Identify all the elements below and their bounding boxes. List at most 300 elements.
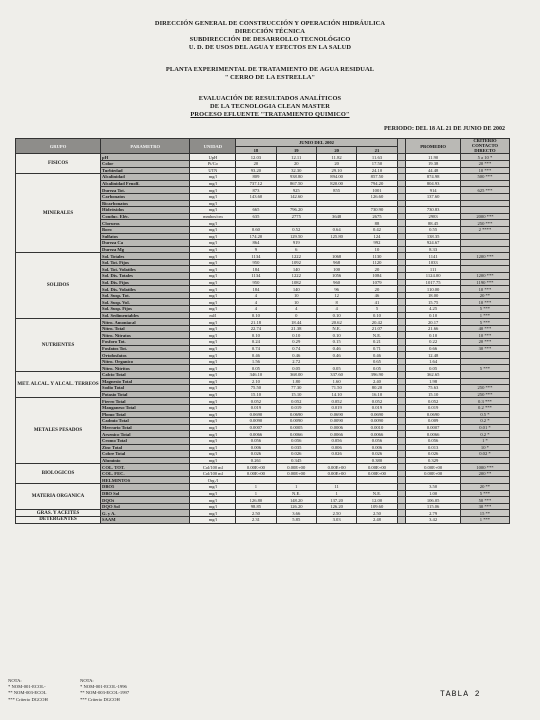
day-value-cell: 0.15 (316, 339, 356, 346)
criterion-cell (460, 180, 509, 187)
day-value-cell: 93.20 (236, 167, 276, 174)
day-value-cell (276, 200, 316, 207)
day-value-cell: 2.31 (236, 517, 276, 524)
group-cell: SOLIDOS (16, 253, 101, 319)
param-cell: Nitro. Nitratos (101, 332, 190, 339)
unit-cell: mg/l (190, 306, 236, 313)
unit-cell: mg/l (190, 490, 236, 497)
spacer (397, 286, 406, 293)
header-evaluation (0, 95, 540, 119)
average-cell: 2.79 (406, 510, 461, 517)
criterion-cell: 20 ** (460, 484, 509, 491)
header-line: PLANTA EXPERIMENTAL DE TRATAMIENTO DE AGUA RESIDUAL (165, 66, 375, 73)
spacer (397, 160, 406, 167)
day-value-cell: 919 (276, 240, 316, 247)
notes-section (8, 678, 130, 703)
average-cell: 115.06 (406, 503, 461, 510)
criterion-cell: 500 *** (460, 174, 509, 181)
average-cell: 21.66 (406, 325, 461, 332)
param-cell: Ortofosfatos (101, 352, 190, 359)
criterion-cell: 50 *** (460, 497, 509, 504)
note-line: * NOM-001-ECOL- (8, 684, 46, 690)
day-value-cell: 857.50 (357, 174, 397, 181)
col-header-criterio: CRITERIO CONTACTO DIRECTO (460, 139, 509, 154)
criterion-cell: 200 ** (460, 470, 509, 477)
unit-cell: mg/l (190, 411, 236, 418)
day-value-cell: 0.10 (236, 332, 276, 339)
group-cell: MINERALES (16, 174, 101, 253)
average-cell: 0.009 (406, 418, 461, 425)
criterion-cell: 1200 *** (460, 273, 509, 280)
unit-cell: mg/l (190, 484, 236, 491)
header-institution (0, 20, 540, 52)
param-cell: Fierro Total (101, 398, 190, 405)
day-value-cell: 4 (316, 306, 356, 313)
spacer (397, 378, 406, 385)
average-cell (406, 200, 461, 207)
day-value-cell: 0.006 (357, 444, 397, 451)
average-cell: 18.00 (406, 292, 461, 299)
average-cell: 0.056 (406, 437, 461, 444)
unit-cell: mg/l (190, 444, 236, 451)
day-value-cell: 0.00E+00 (276, 464, 316, 471)
param-cell: Aluminio (101, 457, 190, 464)
day-value-cell: 950 (236, 279, 276, 286)
day-value-cell (316, 240, 356, 247)
spacer (397, 391, 406, 398)
day-value-cell: 75.50 (236, 385, 276, 392)
day-value-cell: 1 (236, 484, 276, 491)
day-value-cell: 0.21 (357, 339, 397, 346)
spacer (397, 207, 406, 214)
unit-cell: Pt/Co (190, 160, 236, 167)
day-value-cell: 20 (276, 160, 316, 167)
param-cell: DQOt (101, 497, 190, 504)
criterion-cell: 30 *** (460, 345, 509, 352)
results-table-body (16, 154, 510, 523)
spacer (397, 437, 406, 444)
spacer (397, 306, 406, 313)
day-value-cell: 15.10 (236, 391, 276, 398)
day-value-cell: 8 (316, 299, 356, 306)
average-cell: 106.05 (406, 497, 461, 504)
day-value-cell: 0.00E+00 (236, 464, 276, 471)
criterion-cell (460, 266, 509, 273)
average-cell: 3.50 (406, 484, 461, 491)
group-cell: GRAS. Y ACEITES (16, 510, 101, 517)
average-cell: 15.10 (406, 391, 461, 398)
param-cell: Sodio Total (101, 385, 190, 392)
average-cell: 914 (406, 187, 461, 194)
average-cell: 1017.75 (406, 279, 461, 286)
day-value-cell: 2.50 (236, 510, 276, 517)
criterion-cell: 5 *** (460, 306, 509, 313)
unit-cell: mg/l (190, 193, 236, 200)
unit-cell: mg/l (190, 431, 236, 438)
day-value-cell: 4 (236, 299, 276, 306)
group-cell: MET. ALCAL. Y ALCAL. TERREOS (16, 371, 101, 397)
day-value-cell (316, 207, 356, 214)
day-value-cell: 9 (236, 246, 276, 253)
criterion-cell: 5 *** (460, 490, 509, 497)
average-cell: 11.90 (406, 154, 461, 161)
day-value-cell: 730.90 (357, 207, 397, 214)
param-cell: DBO5 (101, 484, 190, 491)
day-value-cell: 0.46 (357, 352, 397, 359)
spacer (397, 470, 406, 477)
day-value-cell: 0.71 (357, 345, 397, 352)
average-cell: 110.00 (406, 286, 461, 293)
day-value-cell: 894.00 (316, 174, 356, 181)
day-value-cell: 125.80 (316, 233, 356, 240)
criterion-cell: 0.3 *** (460, 398, 509, 405)
day-value-cell: 80.20 (357, 385, 397, 392)
day-value-cell: 2675 (357, 213, 397, 220)
day-value-cell: 925 (276, 187, 316, 194)
unit-cell: mg/l (190, 319, 236, 326)
spacer (397, 253, 406, 260)
unit-cell: mg/l (190, 174, 236, 181)
criterion-cell: 250 *** (460, 220, 509, 227)
day-value-cell: 14.10 (316, 391, 356, 398)
spacer (397, 418, 406, 425)
spacer (397, 279, 406, 286)
day-value-cell (357, 477, 397, 484)
criterion-cell: 20 *** (460, 160, 509, 167)
note-line: * NOM-001-ECOL-1996 (80, 684, 127, 690)
day-value-cell: 0.056 (357, 437, 397, 444)
criterion-cell (460, 246, 509, 253)
param-cell: Mercurio Total (101, 424, 190, 431)
day-value-cell: 174.20 (236, 233, 276, 240)
param-cell: Sol. Susp. Vol. (101, 299, 190, 306)
day-value-cell: 1.80 (276, 378, 316, 385)
param-cell: Turbiedad (101, 167, 190, 174)
unit-cell: mmhos/cm (190, 213, 236, 220)
spacer (397, 477, 406, 484)
day-value-cell: 148.20 (276, 497, 316, 504)
col-header-promedio: PROMEDIO (406, 139, 461, 154)
day-value-cell: 1084 (357, 273, 397, 280)
average-cell: 111 (406, 266, 461, 273)
average-cell: 88.45 (406, 220, 461, 227)
unit-cell: Col/100 ml (190, 470, 236, 477)
day-value-cell: 11.63 (357, 154, 397, 161)
header-plant (0, 66, 540, 82)
day-value-cell: 2.10 (236, 378, 276, 385)
average-cell: 0.00E+00 (406, 470, 461, 477)
criterion-cell: 5 a 10 * (460, 154, 509, 161)
day-value-cell: 4 (236, 306, 276, 313)
param-cell: Nitro. Amoniacal (101, 319, 190, 326)
day-value-cell: 0.056 (316, 437, 356, 444)
average-cell: 0.00E+00 (406, 464, 461, 471)
day-value-cell: 184 (236, 266, 276, 273)
day-value-cell: 0.52 (276, 226, 316, 233)
spacer (397, 510, 406, 517)
day-value-cell: 12.03 (236, 154, 276, 161)
criterion-cell: 10 *** (460, 167, 509, 174)
spacer (397, 312, 406, 319)
param-cell: Fosfatos Tot. (101, 345, 190, 352)
day-value-cell: 20.62 (316, 319, 356, 326)
day-value-cell: 0.0066 (357, 431, 397, 438)
param-cell: Sol. Sedimentables (101, 312, 190, 319)
unit-cell: UTN (190, 167, 236, 174)
param-cell: Arsenico Total (101, 431, 190, 438)
spacer (397, 358, 406, 365)
day-value-cell: N.E. (357, 490, 397, 497)
day-value-cell: N.E. (276, 490, 316, 497)
spacer (397, 503, 406, 510)
unit-cell: mg/l (190, 339, 236, 346)
param-cell: Dureza Tot. (101, 187, 190, 194)
average-cell: 0.0690 (406, 411, 461, 418)
average-cell: 3.42 (406, 517, 461, 524)
param-cell: Cadmio Total (101, 418, 190, 425)
spacer (397, 339, 406, 346)
day-value-cell: 0.0690 (316, 411, 356, 418)
spacer (397, 431, 406, 438)
day-value-cell: 0.00E+00 (316, 470, 356, 477)
unit-cell: mg/l (190, 292, 236, 299)
day-value-cell: 0.0690 (276, 411, 316, 418)
results-table (15, 138, 510, 524)
period-label: PERIODO: DEL 18 AL 21 DE JUNIO DE 2002 (383, 126, 505, 132)
day-value-cell: 140 (276, 266, 316, 273)
param-cell: Hidróxidos (101, 207, 190, 214)
criterion-cell (460, 358, 509, 365)
param-cell: Sol. Susp. Fijos (101, 306, 190, 313)
spacer (397, 332, 406, 339)
day-value-cell (316, 193, 356, 200)
results-table-wrapper (15, 138, 510, 524)
spacer (397, 444, 406, 451)
average-cell: 0.329 (406, 457, 461, 464)
day-value-cell (316, 358, 356, 365)
param-cell: Sol. Dis. Totales (101, 273, 190, 280)
day-value-cell (316, 200, 356, 207)
col-header-parametro: PARAMETRO (101, 139, 190, 154)
criterion-cell: 1200 *** (460, 253, 509, 260)
day-value-cell: 796.20 (276, 207, 316, 214)
param-cell: Sulfatos (101, 233, 190, 240)
day-value-cell: 20 (357, 286, 397, 293)
table-row (16, 319, 510, 326)
unit-cell: mg/l (190, 378, 236, 385)
spacer (397, 404, 406, 411)
day-value-cell: 184 (236, 286, 276, 293)
day-value-cell: 0.006 (236, 444, 276, 451)
average-cell: 1.64 (406, 358, 461, 365)
day-value-cell: 96 (316, 286, 356, 293)
header-line: U. D. DE USOS DEL AGUA Y EFECTOS EN LA SALUD (188, 44, 352, 51)
unit-cell: mg/l (190, 226, 236, 233)
spacer (397, 517, 406, 524)
day-value-cell: 0.0066 (276, 431, 316, 438)
spacer (397, 246, 406, 253)
criterion-cell (460, 193, 509, 200)
param-cell: Conduc. Eléc. (101, 213, 190, 220)
day-value-cell: 1079 (357, 279, 397, 286)
table-row (16, 464, 510, 471)
unit-cell: mg/l (190, 253, 236, 260)
param-cell: Dureza Mg (101, 246, 190, 253)
criterion-cell: 10 *** (460, 299, 509, 306)
day-value-cell (316, 220, 356, 227)
header-line: " CERRO DE LA ESTRELLA" (224, 74, 316, 81)
day-value-cell: 6 (276, 246, 316, 253)
unit-cell: mg/l (190, 391, 236, 398)
day-value-cell: 0.052 (276, 398, 316, 405)
day-value-cell (236, 200, 276, 207)
param-cell: Fosforo Tot. (101, 339, 190, 346)
spacer (397, 497, 406, 504)
day-value-cell: 0.10 (316, 312, 356, 319)
table-row (16, 398, 510, 405)
criterion-cell: 250 *** (460, 391, 509, 398)
day-value-cell: 992 (357, 240, 397, 247)
unit-cell: Col/100 ml (190, 464, 236, 471)
spacer (397, 464, 406, 471)
day-value-cell: N.E. (316, 325, 356, 332)
spacer (397, 398, 406, 405)
day-value-cell: 0.00E+00 (357, 470, 397, 477)
day-value-cell: 20 (236, 160, 276, 167)
criterion-cell (460, 240, 509, 247)
spacer (397, 352, 406, 359)
spacer (397, 371, 406, 378)
group-cell: NUTRIENTES (16, 319, 101, 372)
criterion-cell: 15 ** (460, 510, 509, 517)
day-value-cell: 46 (357, 292, 397, 299)
average-cell: 138.35 (406, 233, 461, 240)
day-value-cell: 794.20 (357, 180, 397, 187)
average-cell (406, 477, 461, 484)
spacer (397, 193, 406, 200)
param-cell: SAAM (101, 517, 190, 524)
criterion-cell: 5 *** (460, 319, 509, 326)
criterion-cell: 1190 *** (460, 279, 509, 286)
unit-cell: mg/l (190, 259, 236, 266)
day-value-cell: 126.60 (357, 193, 397, 200)
criterion-cell: 0.2 * (460, 431, 509, 438)
day-value-cell: 873 (236, 187, 276, 194)
day-value-cell: 1 (236, 490, 276, 497)
spacer (397, 345, 406, 352)
average-cell: 804.93 (406, 180, 461, 187)
notes-column-right (80, 678, 129, 703)
param-cell: Cloruros (101, 220, 190, 227)
day-value-cell: 0.052 (357, 398, 397, 405)
day-value-cell: 2.48 (357, 517, 397, 524)
group-cell: MATERIA ORGANICA (16, 484, 101, 510)
day-value-cell: 5 (357, 306, 397, 313)
day-value-cell: 21.18 (236, 319, 276, 326)
criterion-cell: 1 *** (460, 312, 509, 319)
day-value-cell: 20 (316, 160, 356, 167)
unit-cell: mg/l (190, 424, 236, 431)
unit-cell: mg/l (190, 457, 236, 464)
day-value-cell: 20.42 (357, 319, 397, 326)
day-value-cell (276, 477, 316, 484)
unit-cell: mg/l (190, 510, 236, 517)
param-cell: Sol. Tot. Fijos (101, 259, 190, 266)
day-value-cell: 0.24 (236, 339, 276, 346)
day-value-cell: 0.0690 (357, 411, 397, 418)
day-value-cell: 124 (357, 233, 397, 240)
unit-cell: UpH (190, 154, 236, 161)
day-value-cell: 0.46 (316, 345, 356, 352)
day-value-cell: 0.00E+00 (236, 470, 276, 477)
note-line: *** Criterio DGCOH (80, 696, 120, 702)
header-line: DE LA TECNOLOGIA CLEAN MASTER (210, 103, 330, 110)
day-value-cell: 0.056 (236, 437, 276, 444)
day-value-cell: 109.60 (357, 503, 397, 510)
day-value-cell: 0.00E+00 (357, 464, 397, 471)
day-value-cell: 396.90 (357, 371, 397, 378)
param-cell: Cromo Total (101, 437, 190, 444)
header-line: PROCESO EFLUENTE "TRATAMIENTO QUIMICO" (190, 111, 350, 118)
day-value-cell: 1056 (316, 273, 356, 280)
day-value-cell: 12.00 (357, 497, 397, 504)
day-value-cell: 665 (236, 207, 276, 214)
average-cell: 19.38 (406, 160, 461, 167)
day-value-cell: 1222 (276, 253, 316, 260)
param-cell: Sol. Totales (101, 253, 190, 260)
col-header-day: 21 (357, 146, 397, 154)
day-value-cell: 0.0007 (236, 424, 276, 431)
day-value-cell: 0.60 (236, 226, 276, 233)
day-value-cell: 2775 (276, 213, 316, 220)
day-value-cell (357, 484, 397, 491)
criterion-cell: 0.2 *** (460, 404, 509, 411)
day-value-cell: 0.0090 (236, 418, 276, 425)
param-cell: Cobre Total (101, 451, 190, 458)
day-value-cell: 2.72 (276, 358, 316, 365)
day-value-cell: 346.10 (236, 371, 276, 378)
note-line: *** Criterio DGCOH (8, 696, 48, 702)
unit-cell: mg/l (190, 325, 236, 332)
spacer (397, 266, 406, 273)
day-value-cell: 0.00E+00 (276, 470, 316, 477)
unit-cell: mg/l (190, 371, 236, 378)
day-value-cell: 5.85 (276, 517, 316, 524)
day-value-cell: 1120 (357, 259, 397, 266)
day-value-cell: 2.40 (357, 378, 397, 385)
unit-cell: mg/l (190, 332, 236, 339)
note-line: ** NOM-003-ECOL (8, 690, 47, 696)
spacer (397, 187, 406, 194)
criterion-cell: 10 *** (460, 286, 509, 293)
day-value-cell: 1.60 (316, 378, 356, 385)
criterion-cell (460, 200, 509, 207)
spacer (397, 451, 406, 458)
average-cell: 137.60 (406, 193, 461, 200)
average-cell: 1.00 (406, 490, 461, 497)
criterion-cell: 40 *** (460, 325, 509, 332)
day-value-cell: 950 (236, 259, 276, 266)
spacer (397, 292, 406, 299)
param-cell: Alcalinidad Fenolf. (101, 180, 190, 187)
spacer (397, 200, 406, 207)
average-cell: 0.026 (406, 451, 461, 458)
day-value-cell: 22.74 (236, 325, 276, 332)
col-header-day: 19 (276, 146, 316, 154)
param-cell: DQO Sol (101, 503, 190, 510)
header-line: SUBDIRECCIÓN DE DESARROLLO TECNOLÓGICO (189, 36, 351, 43)
unit-cell: mg/l (190, 451, 236, 458)
